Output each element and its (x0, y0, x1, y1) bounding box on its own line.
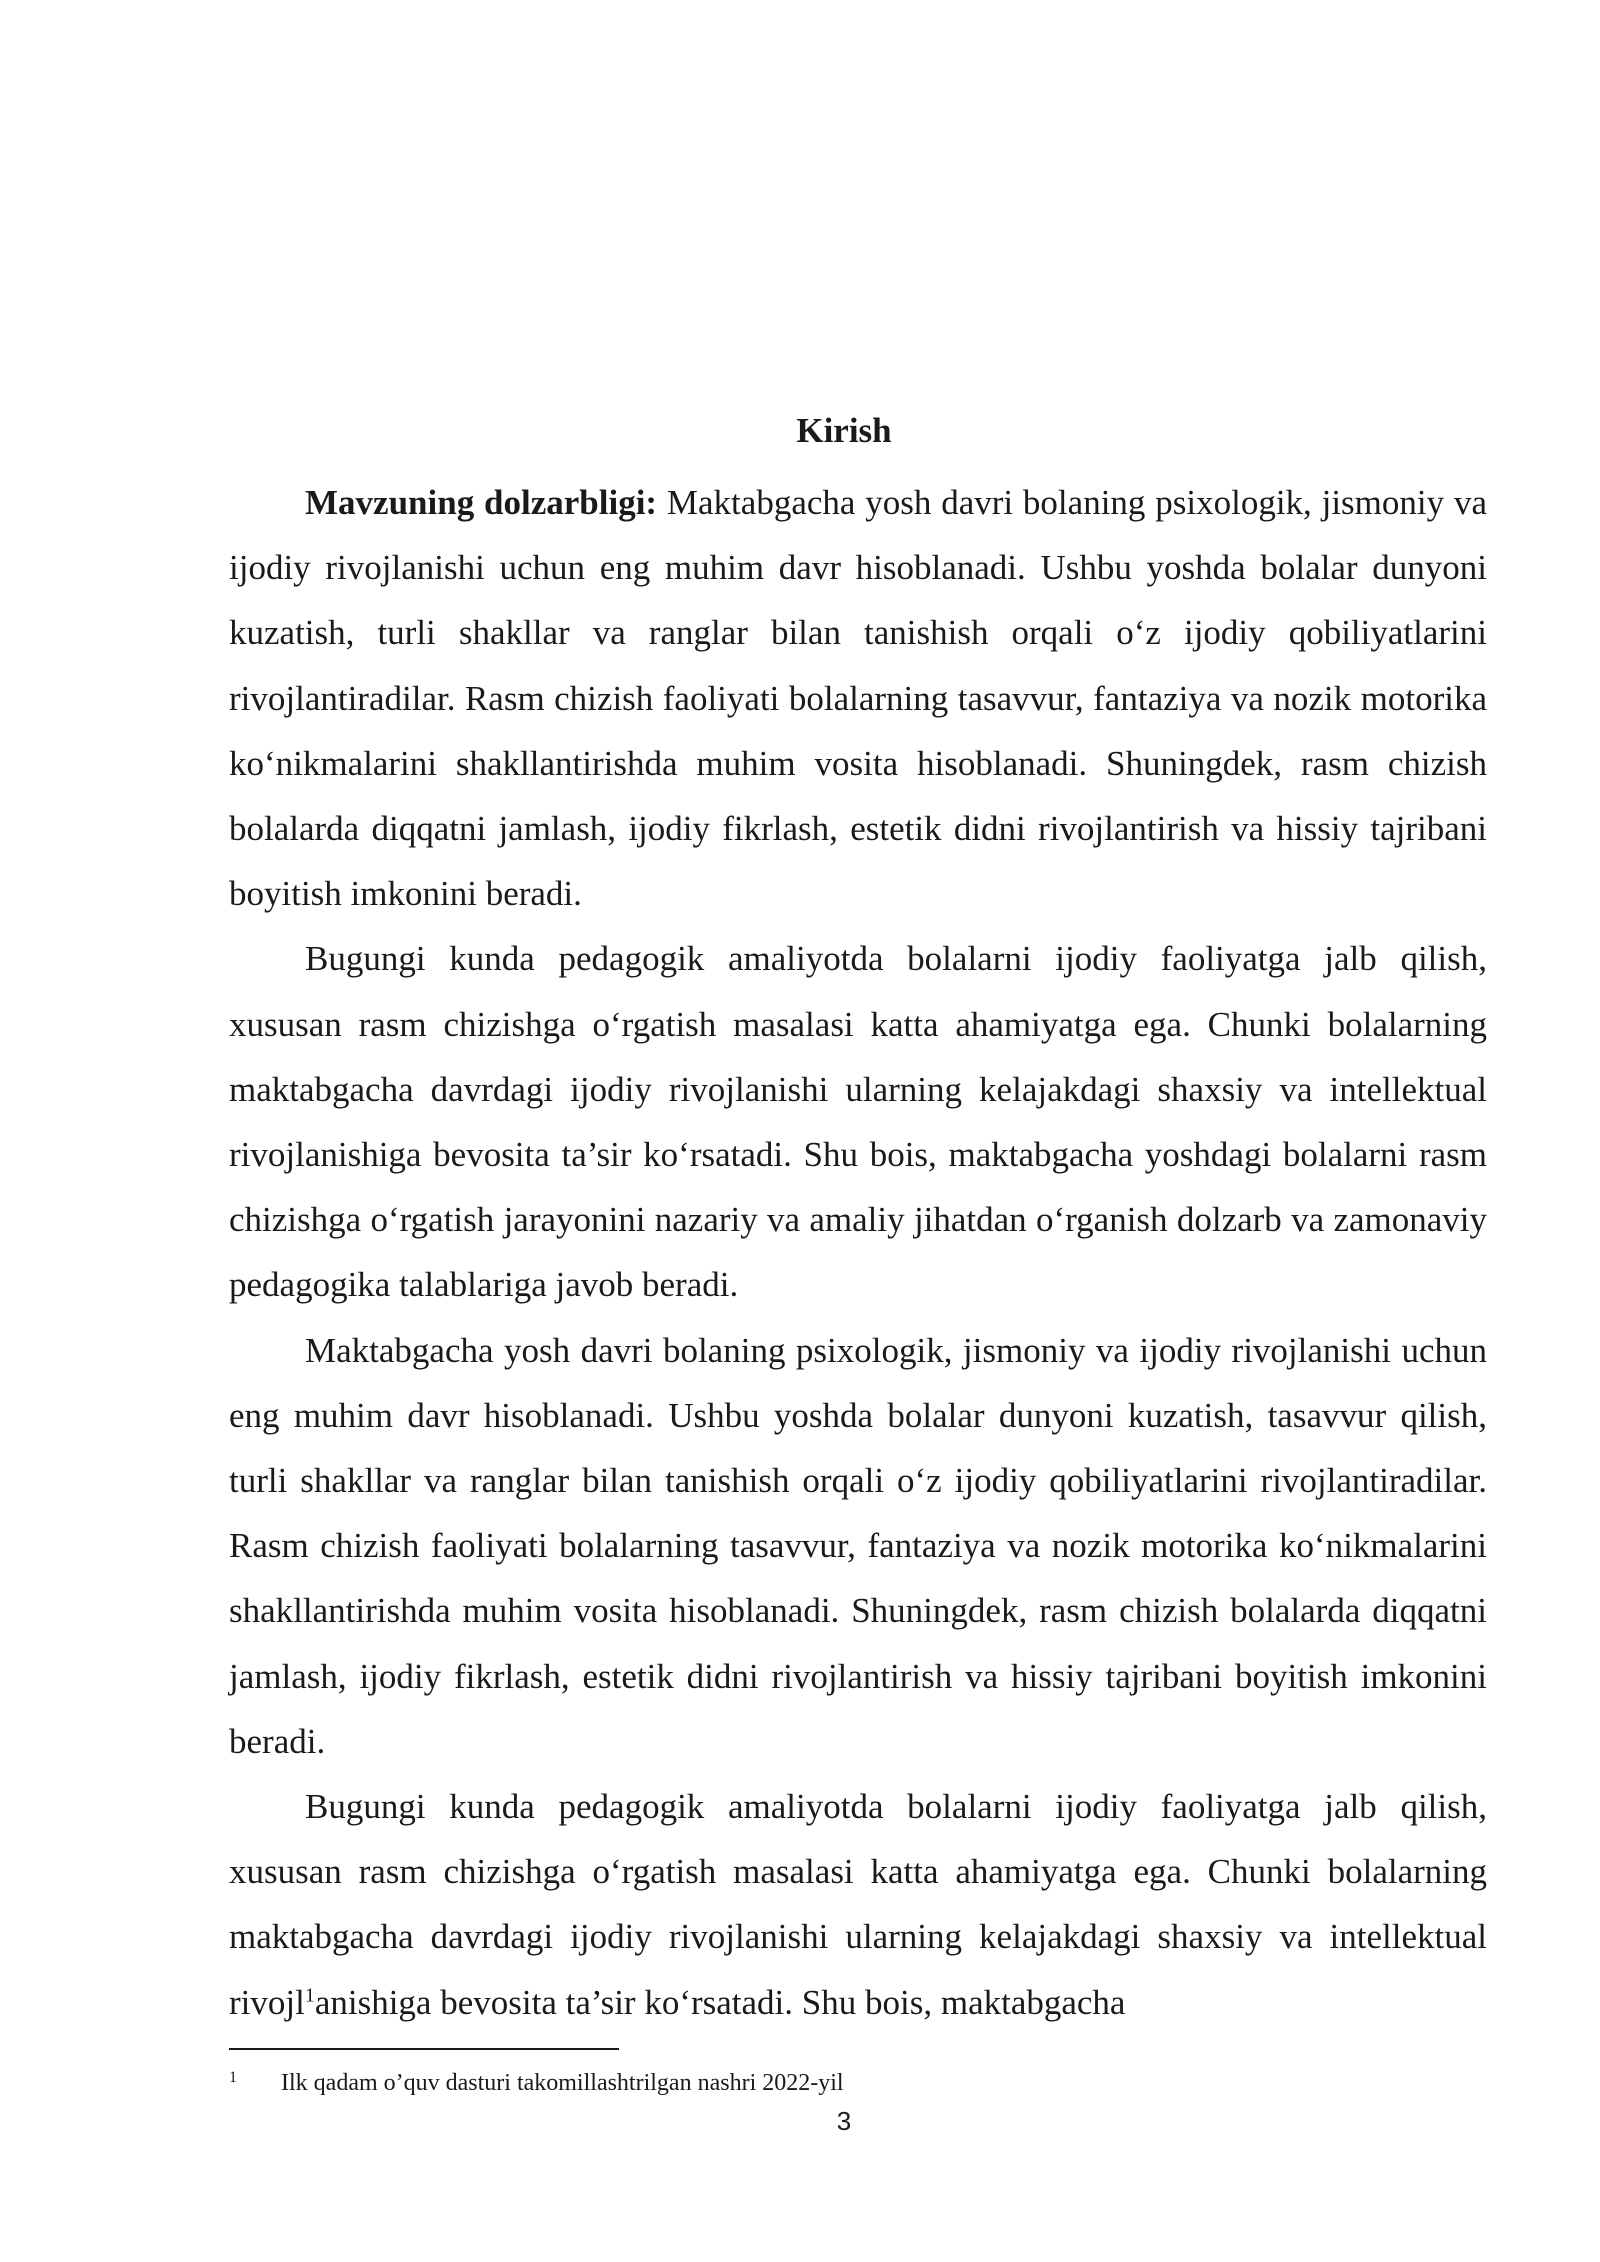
page-number: 3 (836, 2106, 852, 2136)
footnote-separator (229, 2048, 619, 2050)
paragraph-3: Maktabgacha yosh davri bolaning psixologik, jismoniy va ijodiy rivojlanishi uchun eng muhim davr hisoblanadi. Ushbu yoshda bolalar dunyoni kuzatish, tasavvur qilish, turli shakllar va ranglar bilan tanishish orqali o‘z ijodiy qobiliyatlarini rivojlantiradilar. Rasm chizish faoliyati bolalarning tasavvur, fantaziya va nozik motorika ko‘nikmalarini shakllantirishda muhim vosita hisoblanadi. Shuningdek, rasm chizish bolalarda diqqatni jamlash, ijodiy fikrlash, estetik didni rivojlantirish va hissiy tajribani boyitish imkonini beradi. (229, 1330, 1487, 1761)
footnote-text: Ilk qadam o’quv dasturi takomillashtrilgan nashri 2022-yil (281, 2070, 844, 2096)
page-title: Kirish (796, 411, 892, 450)
paragraph-lead-heading: Mavzuning dolzarbligi: (305, 483, 658, 522)
footnote-reference[interactable]: 1 (304, 1984, 315, 2007)
footnote (229, 2068, 1487, 2098)
body-text (229, 470, 1487, 2035)
paragraph-4 (229, 1774, 1487, 2035)
paragraph-1 (229, 470, 1487, 926)
footnote-mark: 1 (229, 2069, 237, 2086)
paragraph-4-text-before-ref: Bugungi kunda pedagogik amaliyotda bolalarni ijodiy faoliyatga jalb qilish, xususan rasm chizishga o‘rgatish masalasi katta ahamiyatga ega. Chunki bolalarning maktabgacha davrdagi ijodiy rivojlanishi ularning kelajakdagi shaxsiy va intellektual rivojl (229, 1787, 1487, 2022)
paragraph-4-text-after-ref: anishiga bevosita ta’sir ko‘rsatadi. Shu bois, maktabgacha (314, 1982, 1126, 2022)
paragraph-2: Bugungi kunda pedagogik amaliyotda bolalarni ijodiy faoliyatga jalb qilish, xususan rasm chizishga o‘rgatish masalasi katta ahamiyatga ega. Chunki bolalarning maktabgacha davrdagi ijodiy rivojlanishi ularning kelajakdagi shaxsiy va intellektual rivojlanishiga bevosita ta’sir ko‘rsatadi. Shu bois, maktabgacha yoshdagi bolalarni rasm chizishga o‘rgatish jarayonini nazariy va amaliy jihatdan o‘rganish dolzarb va zamonaviy pedagogika talablariga javob beradi. (229, 939, 1487, 1305)
paragraph-1-text: Maktabgacha yosh davri bolaning psixologik, jismoniy va ijodiy rivojlanishi uchun eng muhim davr hisoblanadi. Ushbu yoshda bolalar dunyoni kuzatish, turli shakllar va ranglar bilan tanishish orqali o‘z ijodiy qobiliyatlarini rivojlantiradilar. Rasm chizish faoliyati bolalarning tasavvur, fantaziya va nozik motorika ko‘nikmalarini shakllantirishda muhim vosita hisoblanadi. Shuningdek, rasm chizish bolalarda diqqatni jamlash, ijodiy fikrlash, estetik didni rivojlantirish va hissiy tajribani boyitish imkonini beradi. (229, 483, 1487, 914)
